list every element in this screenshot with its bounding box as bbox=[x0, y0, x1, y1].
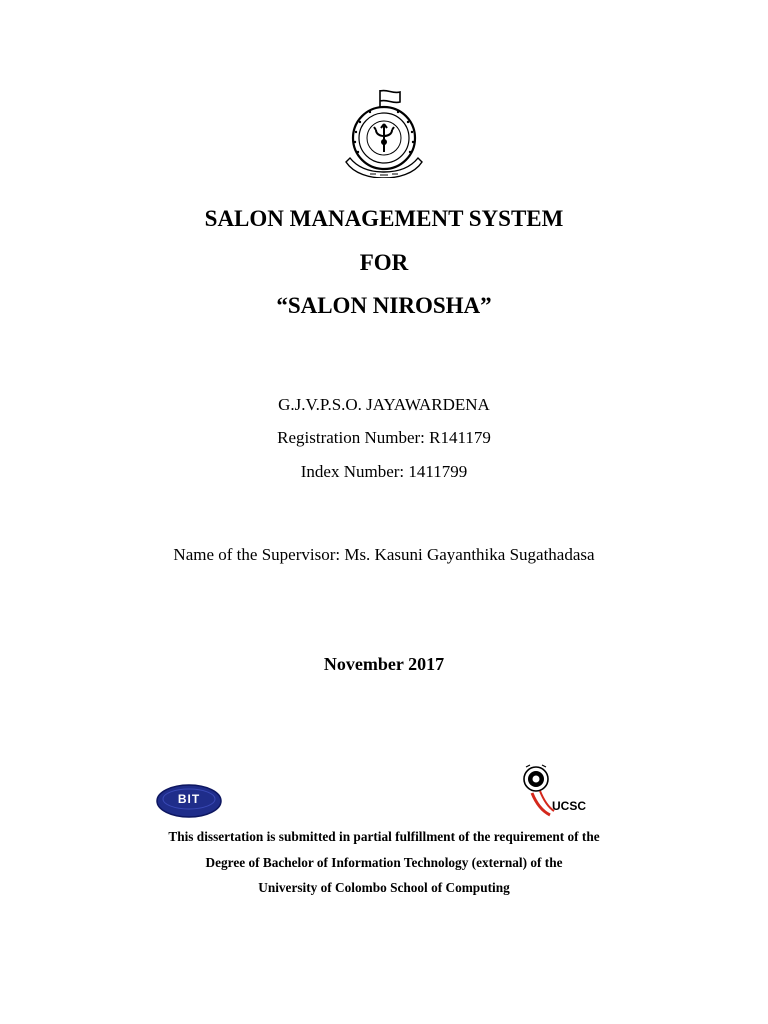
footer-line-3: University of Colombo School of Computing bbox=[258, 880, 510, 895]
bit-logo bbox=[155, 782, 225, 820]
footer-line-2: Degree of Bachelor of Information Technology (external) of the bbox=[205, 855, 563, 870]
title-line-2: FOR bbox=[359, 250, 409, 275]
ucsc-logo bbox=[518, 763, 594, 823]
title-line-1: SALON MANAGEMENT SYSTEM bbox=[204, 206, 564, 231]
ucsc-logo-label: UCSC bbox=[552, 799, 587, 813]
submission-date: November 2017 bbox=[323, 654, 445, 674]
bit-logo-label: BIT bbox=[177, 792, 201, 806]
footer-line-1: This dissertation is submitted in partial fulfillment of the requirement of the bbox=[168, 829, 600, 844]
title-line-3: “SALON NIROSHA” bbox=[276, 293, 492, 318]
index-number: Index Number: 1411799 bbox=[300, 462, 468, 481]
registration-number: Registration Number: R141179 bbox=[277, 428, 491, 447]
university-crest-icon bbox=[340, 86, 428, 178]
supervisor-name: Name of the Supervisor: Ms. Kasuni Gayanthika Sugathadasa bbox=[173, 545, 595, 564]
author-name: G.J.V.P.S.O. JAYAWARDENA bbox=[278, 395, 490, 414]
